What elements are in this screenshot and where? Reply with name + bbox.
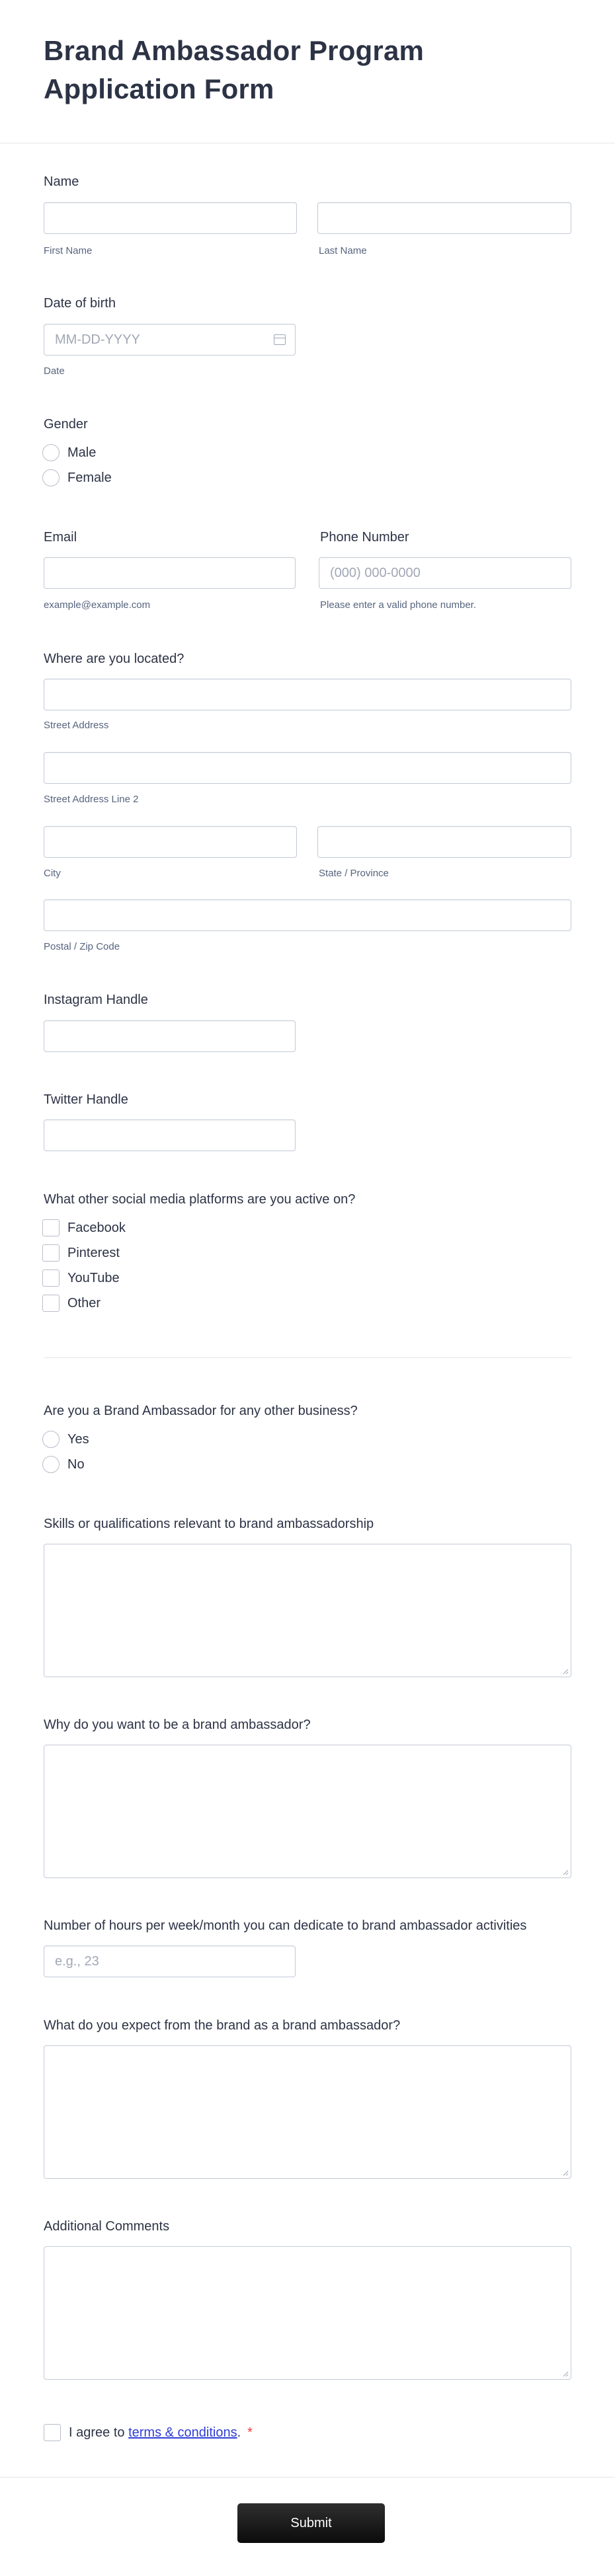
section-divider bbox=[44, 1357, 571, 1358]
hours-input[interactable] bbox=[44, 1946, 296, 1977]
terms-row bbox=[44, 2424, 253, 2441]
city-input[interactable] bbox=[44, 826, 297, 858]
why-textarea[interactable] bbox=[44, 1745, 571, 1878]
platform-option-other[interactable] bbox=[42, 1295, 101, 1312]
platform-option-facebook[interactable] bbox=[42, 1219, 126, 1236]
instagram-label: Instagram Handle bbox=[44, 993, 148, 1007]
street-address-input[interactable] bbox=[44, 679, 571, 710]
phone-input[interactable] bbox=[319, 557, 571, 589]
comments-label: Additional Comments bbox=[44, 2219, 170, 2234]
radio-button[interactable] bbox=[42, 469, 60, 486]
instagram-input[interactable] bbox=[44, 1020, 296, 1052]
why-label: Why do you want to be a brand ambassador? bbox=[44, 1718, 311, 1732]
dob-input[interactable] bbox=[44, 324, 296, 356]
state-sublabel: State / Province bbox=[319, 868, 389, 879]
comments-textarea[interactable] bbox=[44, 2246, 571, 2380]
form-title: Brand Ambassador Program Application Form bbox=[44, 35, 425, 104]
ambassador-option-yes[interactable] bbox=[42, 1431, 89, 1448]
dob-sublabel: Date bbox=[44, 365, 65, 377]
resize-handle-icon[interactable] bbox=[562, 1869, 569, 1875]
radio-button[interactable] bbox=[42, 1431, 60, 1448]
gender-option-male[interactable] bbox=[42, 444, 96, 461]
platform-option-label: Facebook bbox=[67, 1220, 126, 1235]
terms-prefix: I agree to bbox=[69, 2425, 125, 2440]
platforms-label: What other social media platforms are you active on? bbox=[44, 1192, 356, 1207]
radio-button[interactable] bbox=[42, 1456, 60, 1473]
email-sublabel: example@example.com bbox=[44, 599, 151, 611]
first-name-sublabel: First Name bbox=[44, 245, 93, 256]
gender-option-label: Male bbox=[67, 445, 97, 460]
calendar-icon[interactable] bbox=[274, 334, 286, 345]
submit-button[interactable]: Submit bbox=[237, 2503, 385, 2543]
postal-code-sublabel: Postal / Zip Code bbox=[44, 941, 120, 952]
ambassador-option-no[interactable] bbox=[42, 1456, 85, 1473]
hours-placeholder: e.g., 23 bbox=[55, 1954, 99, 1969]
expect-label: What do you expect from the brand as a brand ambassador? bbox=[44, 2018, 401, 2033]
last-name-sublabel: Last Name bbox=[319, 245, 367, 256]
street-address-sublabel: Street Address bbox=[44, 720, 109, 731]
checkbox[interactable] bbox=[42, 1269, 60, 1287]
skills-label: Skills or qualifications relevant to brand ambassadorship bbox=[44, 1517, 374, 1531]
platform-option-youtube[interactable] bbox=[42, 1269, 120, 1287]
ambassador-option-label: Yes bbox=[67, 1431, 89, 1447]
phone-placeholder: (000) 000-0000 bbox=[330, 566, 421, 580]
street-address-line2-input[interactable] bbox=[44, 752, 571, 784]
dob-label: Date of birth bbox=[44, 296, 116, 311]
city-sublabel: City bbox=[44, 868, 61, 879]
ambassador-option-label: No bbox=[67, 1457, 85, 1472]
resize-handle-icon[interactable] bbox=[562, 1668, 569, 1675]
location-label: Where are you located? bbox=[44, 652, 184, 666]
platform-option-label: Pinterest bbox=[67, 1245, 120, 1260]
ambassador-other-label: Are you a Brand Ambassador for any other business? bbox=[44, 1404, 358, 1418]
email-input[interactable] bbox=[44, 557, 296, 589]
skills-textarea[interactable] bbox=[44, 1544, 571, 1677]
form-header bbox=[0, 0, 615, 143]
first-name-input[interactable] bbox=[44, 202, 297, 234]
dob-placeholder: MM-DD-YYYY bbox=[55, 332, 140, 347]
resize-handle-icon[interactable] bbox=[562, 2370, 569, 2377]
postal-code-input[interactable] bbox=[44, 899, 571, 931]
checkbox[interactable] bbox=[42, 1219, 60, 1236]
email-label: Email bbox=[44, 530, 77, 545]
expect-textarea[interactable] bbox=[44, 2045, 571, 2179]
gender-option-label: Female bbox=[67, 470, 112, 485]
last-name-input[interactable] bbox=[317, 202, 571, 234]
phone-label: Phone Number bbox=[320, 530, 409, 545]
gender-label: Gender bbox=[44, 417, 88, 432]
checkbox[interactable] bbox=[42, 1244, 60, 1262]
radio-button[interactable] bbox=[42, 444, 60, 461]
checkbox[interactable] bbox=[42, 1295, 60, 1312]
hours-label: Number of hours per week/month you can dedicate to brand ambassador activities bbox=[44, 1918, 527, 1933]
platform-option-label: YouTube bbox=[67, 1270, 120, 1285]
platform-option-label: Other bbox=[67, 1295, 101, 1310]
terms-checkbox[interactable] bbox=[44, 2424, 61, 2441]
state-input[interactable] bbox=[317, 826, 571, 858]
resize-handle-icon[interactable] bbox=[562, 2170, 569, 2176]
street-address-line2-sublabel: Street Address Line 2 bbox=[44, 794, 139, 805]
terms-suffix: . bbox=[237, 2425, 241, 2440]
required-mark: * bbox=[247, 2425, 253, 2440]
phone-sublabel: Please enter a valid phone number. bbox=[320, 599, 476, 611]
gender-option-female[interactable] bbox=[42, 469, 112, 486]
platform-option-pinterest[interactable] bbox=[42, 1244, 120, 1262]
terms-link[interactable]: terms & conditions bbox=[128, 2425, 237, 2440]
twitter-input[interactable] bbox=[44, 1119, 296, 1151]
twitter-label: Twitter Handle bbox=[44, 1092, 128, 1107]
name-label: Name bbox=[44, 174, 79, 189]
